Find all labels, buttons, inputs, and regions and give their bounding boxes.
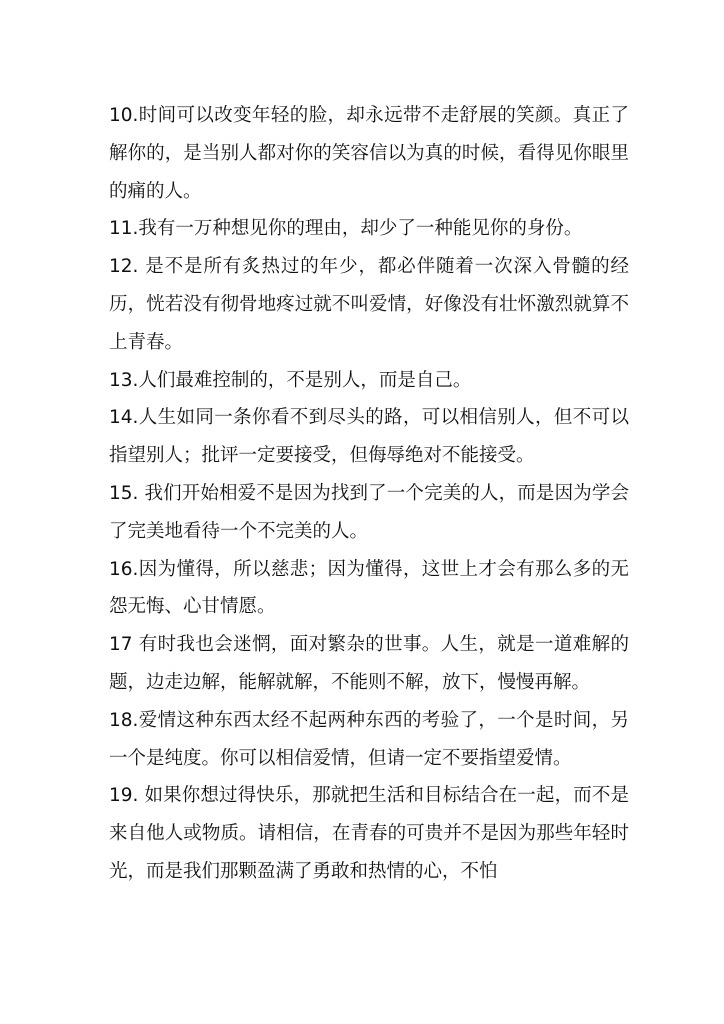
paragraph-13: 13.人们最难控制的，不是别人，而是自己。 xyxy=(109,369,472,391)
paragraph-19: 19. 如果你想过得快乐，那就把生活和目标结合在一起，而不是来自他人或物质。请相信，在青春的可贵并不是因为那些年轻时光，而是我们那颗盈满了勇敢和热情的心，不怕 xyxy=(109,785,629,882)
paragraph-15: 15. 我们开始相爱不是因为找到了一个完美的人，而是因为学会了完美地看待一个不完美的人。 xyxy=(109,482,629,542)
paragraph-17: 17 有时我也会迷惘，面对繁杂的世事。人生，就是一道难解的题，边走边解，能解就解，不能则不解，放下，慢慢再解。 xyxy=(109,634,629,693)
paragraph-14: 14.人生如同一条你看不到尽头的路，可以相信别人，但不可以指望别人；批评一定要接受，但侮辱绝对不能接受。 xyxy=(109,407,629,467)
paragraph-12: 12. 是不是所有炙热过的年少，都必伴随着一次深入骨髓的经历，恍若没有彻骨地疼过就不叫爱情，好像没有壮怀激烈就算不上青春。 xyxy=(109,256,629,353)
document-body xyxy=(109,97,629,891)
paragraph-11: 11.我有一万种想见你的理由，却少了一种能见你的身份。 xyxy=(109,218,583,240)
paragraph-16: 16.因为懂得，所以慈悲；因为懂得，这世上才会有那么多的无怨无悔、心甘情愿。 xyxy=(109,558,629,618)
paragraph-10: 10.时间可以改变年轻的脸，却永远带不走舒展的笑颜。真正了解你的，是当别人都对你的笑容信以为真的时候，看得见你眼里的痛的人。 xyxy=(109,105,629,202)
paragraph-18: 18.爱情这种东西太经不起两种东西的考验了，一个是时间，另一个是纯度。你可以相信爱情，但请一定不要指望爱情。 xyxy=(109,709,629,769)
